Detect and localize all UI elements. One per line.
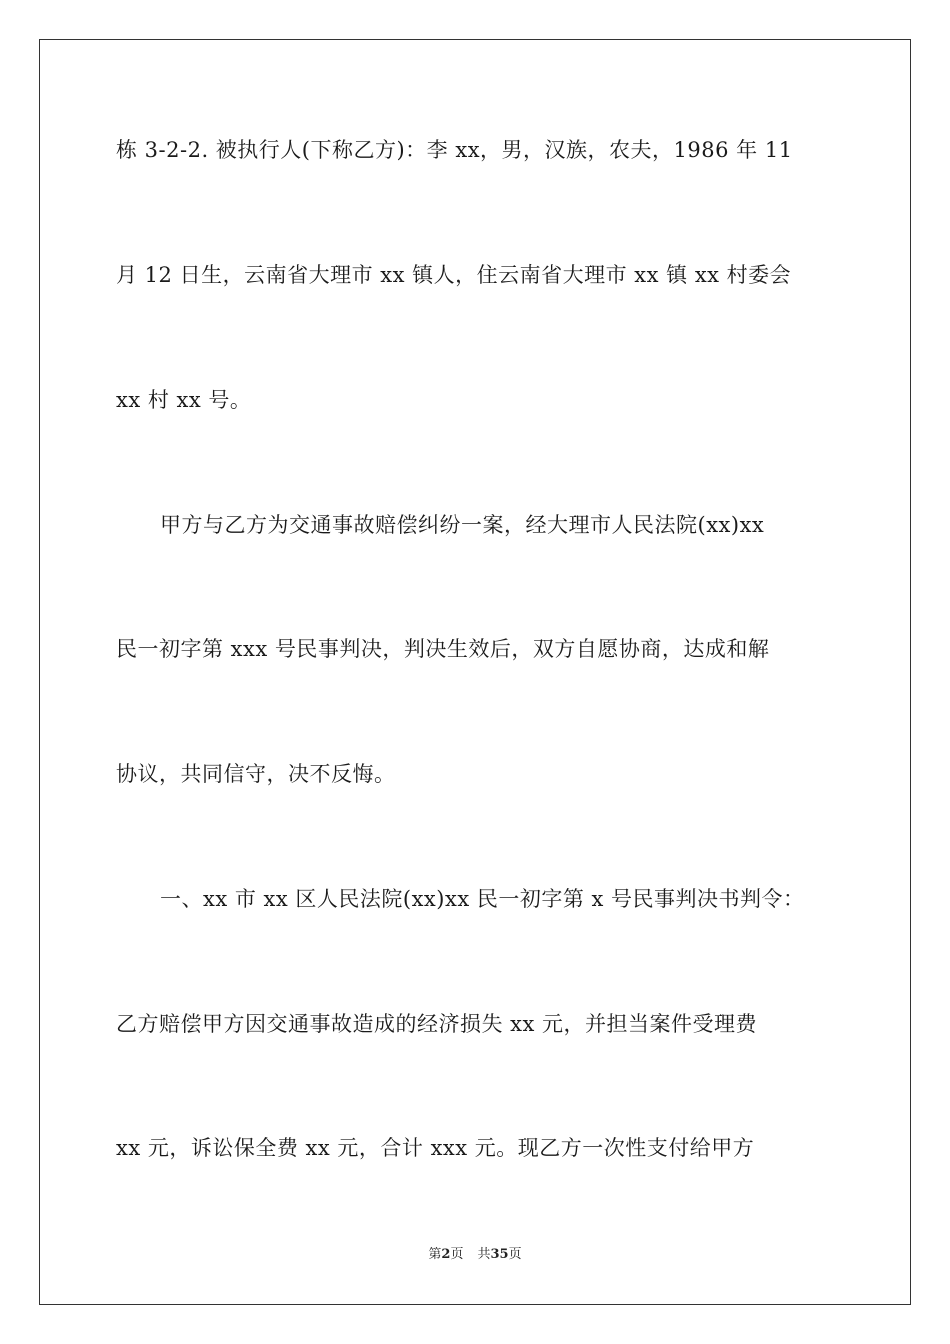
page-prefix: 第 (428, 1247, 442, 1262)
body-line-8: 乙方赔偿甲方因交通事故造成的经济损失 xx 元，并担当案件受理费 (116, 1012, 758, 1036)
body-line-6: 协议，共同信守，决不反悔。 (116, 762, 396, 786)
page-footer (0, 1247, 950, 1263)
body-line-5: 民一初字第 xxx 号民事判决，判决生效后，双方自愿协商，达成和解 (116, 637, 770, 661)
page-number: 2 (441, 1247, 451, 1262)
body-line-7: 一、xx 市 xx 区人民法院(xx)xx 民一初字第 x 号民事判决书判令： (160, 887, 805, 911)
page-border (39, 39, 911, 1305)
body-line-3: xx 村 xx 号。 (116, 388, 252, 412)
page-suffix: 页 (450, 1247, 464, 1262)
total-suffix: 页 (508, 1247, 522, 1262)
body-line-2: 月 12 日生，云南省大理市 xx 镇人，住云南省大理市 xx 镇 xx 村委会 (116, 263, 792, 287)
body-line-1: 栋 3-2-2. 被执行人(下称乙方)：李 xx，男，汉族，农夫，1986 年 11 (116, 138, 793, 162)
total-prefix: 共 (477, 1247, 491, 1262)
body-line-4: 甲方与乙方为交通事故赔偿纠纷一案，经大理市人民法院(xx)xx (160, 513, 765, 537)
total-pages: 35 (490, 1247, 509, 1262)
body-line-9: xx 元，诉讼保全费 xx 元，合计 xxx 元。现乙方一次性支付给甲方 (116, 1136, 755, 1160)
